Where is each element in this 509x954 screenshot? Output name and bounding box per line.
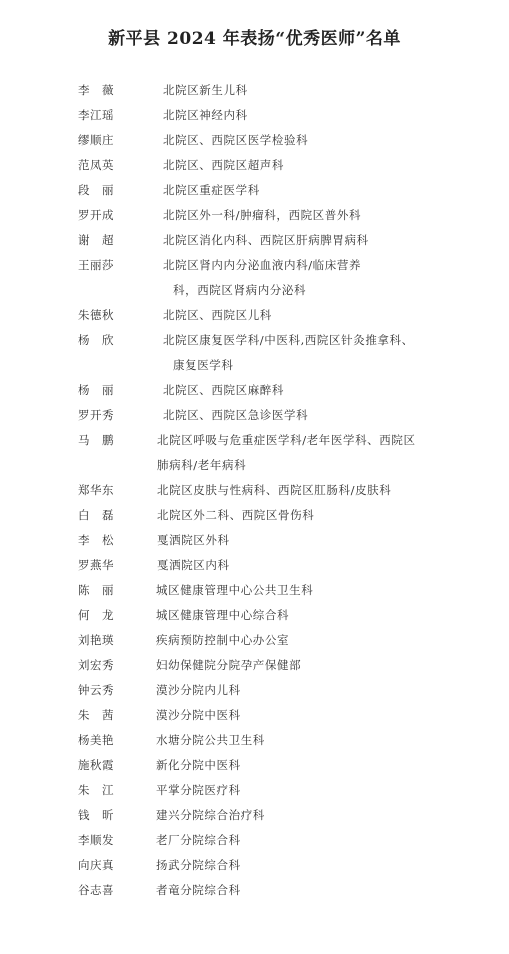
honoree-name: 段 丽 <box>78 183 114 197</box>
department <box>156 628 289 653</box>
honoree-name: 施秋霞 <box>78 758 114 772</box>
department-line: 北院区新生儿科 <box>163 83 248 97</box>
list-item <box>0 528 509 553</box>
honoree-name: 缪顺庄 <box>78 133 114 147</box>
department <box>163 328 414 378</box>
list-item <box>0 703 509 728</box>
department <box>163 403 308 428</box>
department <box>157 553 230 578</box>
honoree-name: 钱 昕 <box>78 808 114 822</box>
list-item <box>0 128 509 153</box>
list-item <box>0 503 509 528</box>
department-line: 漠沙分院中医科 <box>156 708 241 722</box>
department <box>156 828 241 853</box>
list-item <box>0 753 509 778</box>
department-line: 北院区外一科/肿瘤科，西院区普外科 <box>163 208 362 222</box>
department-line: 北院区外二科、西院区骨伤科 <box>157 508 315 522</box>
list-item <box>0 478 509 503</box>
list-item <box>0 603 509 628</box>
list-item <box>0 428 509 478</box>
department-line: 北院区消化内科、西院区肝病脾胃病科 <box>163 233 369 247</box>
list-item <box>0 378 509 403</box>
honoree-name: 白 磊 <box>78 508 114 522</box>
honoree-name: 郑华东 <box>78 483 114 497</box>
page-title: 新平县 2024 年表扬“优秀医师”名单 <box>108 29 401 49</box>
list-item <box>0 728 509 753</box>
department <box>163 128 308 153</box>
honoree-name: 范凤英 <box>78 158 114 172</box>
department-line: 老厂分院综合科 <box>156 833 241 847</box>
honoree-name: 谢 超 <box>78 233 114 247</box>
list-item <box>0 828 509 853</box>
department <box>163 103 248 128</box>
list-item <box>0 778 509 803</box>
honoree-name: 向庆真 <box>78 858 114 872</box>
honoree-name: 李江瑶 <box>78 108 114 122</box>
department <box>156 703 241 728</box>
honoree-name: 李 薇 <box>78 83 114 97</box>
department-line: 疾病预防控制中心办公室 <box>156 633 290 647</box>
department-line: 北院区、西院区麻醉科 <box>163 383 284 397</box>
honoree-name: 杨 欣 <box>78 333 114 347</box>
department <box>156 853 241 878</box>
department <box>156 603 289 628</box>
department <box>157 528 230 553</box>
department-line: 科，西院区肾病内分泌科 <box>173 283 307 297</box>
department-line: 北院区皮肤与性病科、西院区肛肠科/皮肤科 <box>157 483 392 497</box>
list-item <box>0 853 509 878</box>
department-line: 北院区、西院区急诊医学科 <box>163 408 309 422</box>
honoree-name: 马 鹏 <box>78 433 114 447</box>
department-line: 北院区肾内内分泌血液内科/临床营养 <box>163 258 362 272</box>
department <box>156 878 241 903</box>
honoree-name: 杨 丽 <box>78 383 114 397</box>
department <box>163 378 284 403</box>
list-item <box>0 628 509 653</box>
department-line: 康复医学科 <box>173 358 234 372</box>
department <box>156 803 265 828</box>
department <box>156 728 265 753</box>
list-item <box>0 203 509 228</box>
department <box>156 778 241 803</box>
department-line: 者竜分院综合科 <box>156 883 241 897</box>
department-line: 建兴分院综合治疗科 <box>156 808 265 822</box>
honoree-name: 陈 丽 <box>78 583 114 597</box>
department-line: 新化分院中医科 <box>156 758 241 772</box>
department-line: 北院区重症医学科 <box>163 183 260 197</box>
department <box>163 78 248 103</box>
list-item <box>0 303 509 328</box>
honoree-name: 李 松 <box>78 533 114 547</box>
department <box>156 678 241 703</box>
list-item <box>0 228 509 253</box>
department <box>156 578 313 603</box>
department <box>163 303 272 328</box>
honoree-name: 王丽莎 <box>78 258 114 272</box>
list-item <box>0 178 509 203</box>
list-item <box>0 678 509 703</box>
department-line: 北院区康复医学科/中医科,西院区针灸推拿科、 <box>163 333 414 347</box>
honoree-name: 朱 江 <box>78 783 114 797</box>
department-line: 城区健康管理中心综合科 <box>156 608 290 622</box>
department-line: 扬武分院综合科 <box>156 858 241 872</box>
list-item <box>0 803 509 828</box>
department-line: 戛洒院区外科 <box>157 533 230 547</box>
list-item <box>0 553 509 578</box>
department <box>163 153 284 178</box>
department <box>157 478 391 503</box>
department <box>163 228 369 253</box>
honoree-name: 朱 茜 <box>78 708 114 722</box>
list-item <box>0 78 509 103</box>
department-line: 肺病科/老年病科 <box>157 458 247 472</box>
honoree-name: 何 龙 <box>78 608 114 622</box>
department <box>157 428 416 478</box>
list-item <box>0 403 509 428</box>
honoree-name: 罗开成 <box>78 208 114 222</box>
honoree-name: 刘艳瑛 <box>78 633 114 647</box>
honoree-name: 杨美艳 <box>78 733 114 747</box>
honoree-name: 刘宏秀 <box>78 658 114 672</box>
department-line: 戛洒院区内科 <box>157 558 230 572</box>
honoree-name: 谷志喜 <box>78 883 114 897</box>
department-line: 北院区、西院区医学检验科 <box>163 133 309 147</box>
department <box>156 653 301 678</box>
list-item <box>0 578 509 603</box>
list-item <box>0 878 509 903</box>
list-item <box>0 653 509 678</box>
department-line: 北院区、西院区超声科 <box>163 158 284 172</box>
honoree-name: 朱德秋 <box>78 308 114 322</box>
department-line: 北院区呼吸与危重症医学科/老年医学科、西院区 <box>157 433 416 447</box>
department-line: 平掌分院医疗科 <box>156 783 241 797</box>
list-item <box>0 328 509 378</box>
honoree-list <box>0 78 509 903</box>
department-line: 水塘分院公共卫生科 <box>156 733 265 747</box>
honoree-name: 罗开秀 <box>78 408 114 422</box>
list-item <box>0 103 509 128</box>
list-item <box>0 253 509 303</box>
list-item <box>0 153 509 178</box>
department-line: 城区健康管理中心公共卫生科 <box>156 583 314 597</box>
department <box>163 253 361 303</box>
honoree-name: 李顺发 <box>78 833 114 847</box>
department <box>156 753 241 778</box>
honoree-name: 罗燕华 <box>78 558 114 572</box>
department-line: 漠沙分院内儿科 <box>156 683 241 697</box>
department-line: 北院区神经内科 <box>163 108 248 122</box>
honoree-name: 钟云秀 <box>78 683 114 697</box>
department <box>163 203 361 228</box>
department <box>157 503 314 528</box>
department-line: 妇幼保健院分院孕产保健部 <box>156 658 302 672</box>
department <box>163 178 260 203</box>
department-line: 北院区、西院区儿科 <box>163 308 272 322</box>
